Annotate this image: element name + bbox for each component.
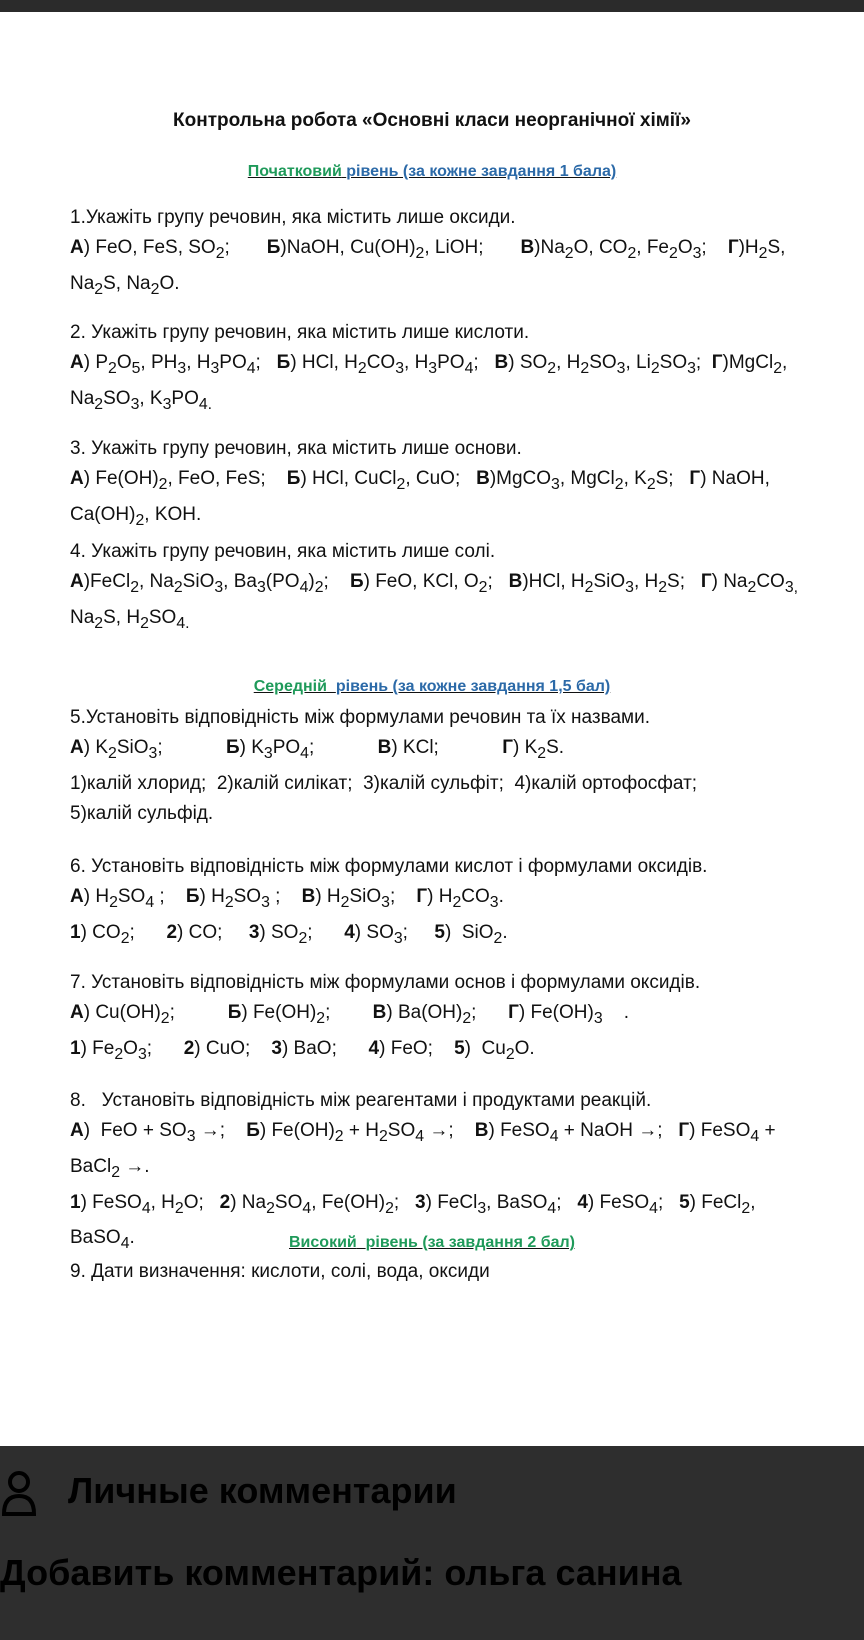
task-8: 8. Установіть відповідність між реагентами і продуктами реакцій. А) FeO + $SO_3$ →; Б) $Fe(OH)_2 + H_2SO_4$ →; В) FeSO$_4$ + NaOH →; Г) FeSO$_4$ + BaCl$_2$ →. 1) FeSO$_4$, $H_2O$; 2) $Na_2SO_4$, $Fe(OH)_2$; 3) FeCl$_3$, BaSO$_4$; 4) FeSO$_4$; 5) FeCl$_2$, BaSO$_4$. — [70, 1090, 776, 1253]
page-title: Контрольна робота «Основні класи неорганічної хімії» — [173, 110, 691, 131]
task-6: 6. Установіть відповідність між формулами кислот і формулами оксидів. А) $H_2SO_4$ ; Б) $H_2SO_3$ ; В) $H_2SiO_3$; Г) $H_2CO_3$. 1) $CO_2$; 2) CO; 3) $SO_2$; 4) $SO_3$; 5) SiO$_2$. — [70, 856, 708, 947]
person-icon — [2, 1470, 36, 1516]
level-heading-high: Високий рівень (за завдання 2 бал) — [289, 1234, 575, 1251]
task-5: 5.Установіть відповідність між формулами речовин та їх назвами. А) $K_2SiO_3$; Б) $K_3PO_4$; В) KCl; Г) $K_2S$. 1)калій хлорид; 2)калій силікат; 3)калій сульфіт; 4)калій ортофосфат; 5)калій сульфід. — [70, 707, 698, 824]
task-9: 9. Дати визначення: кислоти, солі, вода, оксиди — [70, 1261, 490, 1282]
add-comment-link[interactable]: Добавить комментарий: ольга санина — [0, 1552, 682, 1593]
level-heading-middle: Середній рівень (за кожне завдання 1,5 бал) — [253, 678, 611, 695]
top-bar — [0, 0, 864, 12]
task-3: 3. Укажіть групу речовин, яка містить лише основи. А) $Fe(OH)_2$, FeO, FeS; Б) HCl, CuCl$_2$, CuO; В)MgCO$_3$, MgCl$_2$, $K_2S$; Г) NaOH, $Ca(OH)_2$, KOH. — [70, 438, 770, 529]
task-7: 7. Установіть відповідність між формулами основ і формулами оксидів. А) $Cu(OH)_2$; Б) $Fe(OH)_2$; В) $Ba(OH)_2$; Г) $Fe(OH)_3$ . 1) $Fe_2O_3$; 2) CuO; 3) BaO; 4) FeO; 5) $Cu_2O$. — [70, 972, 701, 1063]
task-1: 1.Укажіть групу речовин, яка містить лише оксиди. А) FeO, FeS, $SO_2$; Б)NaOH, $Cu(OH)_2$, LiOH; $В)Na_2O$, $CO_2$, $Fe_2O_3$; $Г)H_2S$, $Na_2S$, $Na_2O$. — [70, 207, 786, 298]
level-heading-initial: Початковий рівень (за кожне завдання 1 бала) — [247, 163, 617, 180]
personal-comments-label[interactable]: Личные комментарии — [68, 1470, 457, 1511]
comments-panel — [0, 1446, 864, 1640]
task-2: 2. Укажіть групу речовин, яка містить лише кислоти. А) $P_2O_5$, $PH_3$, $H_3PO_4$; Б) HCl, $H_2CO_3$, $H_3PO_4$; В) $SO_2$, $H_2SO_3$, $Li_2SO_3$; Г)MgCl$_2$, $Na_2SO_3$, $K_3PO_{4.}$ — [70, 322, 788, 413]
task-4: 4. Укажіть групу речовин, яка містить лише солі. А)FeCl$_2$, $Na_2SiO_3$, $Ba_3(PO_4)_2$; Б) FeO, KCl, $O_2$; В)HCl, $H_2SiO_3$, $H_2S$; Г) $Na_2CO_{3,}$ $Na_2S$, $H_2SO_{4.}$ — [70, 541, 799, 632]
